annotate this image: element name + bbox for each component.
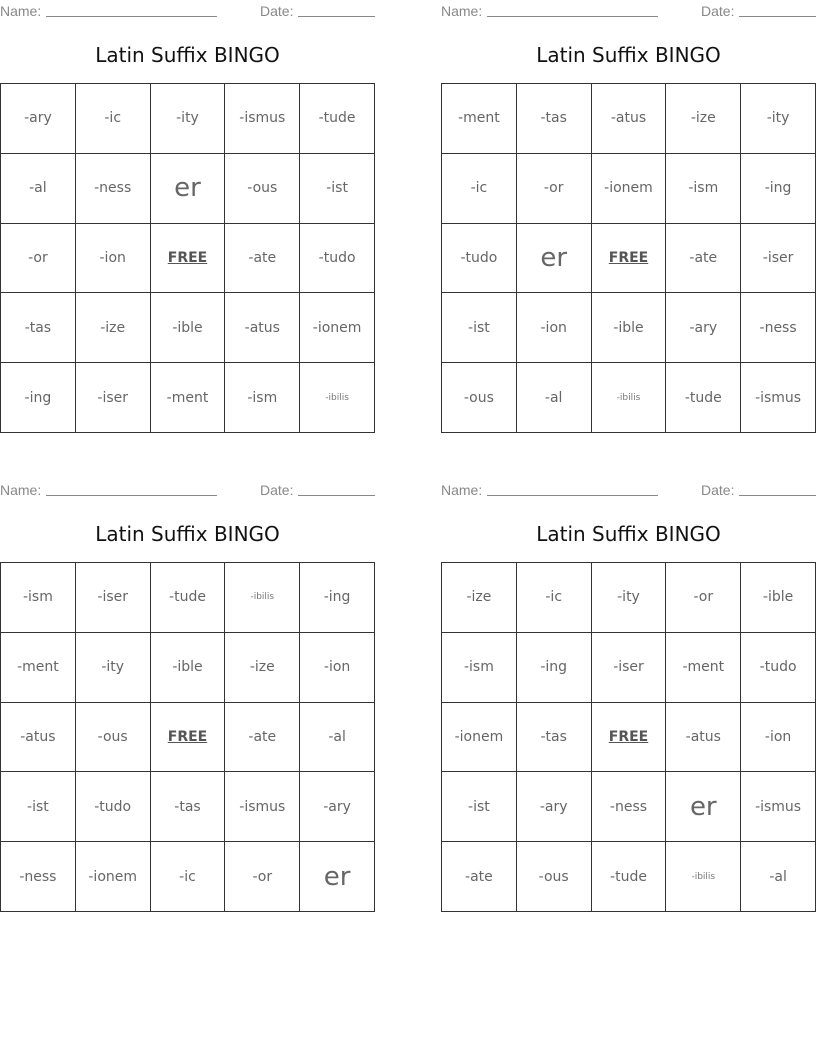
bingo-cell: er [151,154,226,224]
bingo-cell: -ic [517,563,592,633]
bingo-cell: -ous [225,154,300,224]
free-space-cell: FREE [151,224,226,294]
bingo-cell: -tudo [76,772,151,842]
bingo-cell: -atus [666,703,741,773]
bingo-grid [0,562,375,912]
bingo-cell: -ous [442,363,517,433]
bingo-cell: -or [666,563,741,633]
name-label: Name: [0,3,42,19]
bingo-cell: -ism [442,633,517,703]
bingo-cell: -ionem [592,154,667,224]
bingo-cell: -ist [1,772,76,842]
bingo-cell: -tudo [442,224,517,294]
card-title: Latin Suffix BINGO [95,522,280,546]
bingo-cell: -ismus [225,772,300,842]
bingo-cell: -ary [666,293,741,363]
bingo-card-3 [0,479,375,912]
bingo-cell: -ment [442,84,517,154]
bingo-cell: -atus [592,84,667,154]
bingo-cell: -atus [225,293,300,363]
bingo-cell: -al [300,703,375,773]
bingo-cell: er [300,842,375,912]
bingo-cell: -ness [76,154,151,224]
bingo-cell: -ist [300,154,375,224]
bingo-cell: -ism [225,363,300,433]
name-date-bar [0,0,375,20]
bingo-cell: -ment [666,633,741,703]
card-title: Latin Suffix BINGO [95,43,280,67]
bingo-cell: -ity [592,563,667,633]
bingo-cell: -tudo [300,224,375,294]
bingo-cell: -ion [76,224,151,294]
bingo-cell: -ist [442,772,517,842]
bingo-cell: -ity [151,84,226,154]
bingo-cell: -ion [741,703,816,773]
bingo-cell: -ing [1,363,76,433]
card-title: Latin Suffix BINGO [536,43,721,67]
bingo-cell: -ity [76,633,151,703]
name-line [487,495,658,496]
bingo-cell: -iser [592,633,667,703]
name-line [46,16,217,17]
bingo-cell: -ary [300,772,375,842]
bingo-cell: -tudo [741,633,816,703]
bingo-cell: -ic [76,84,151,154]
bingo-cell: -ous [517,842,592,912]
bingo-grid [441,562,816,912]
bingo-cell: -ate [225,224,300,294]
bingo-cell: -ionem [442,703,517,773]
bingo-cell: -iser [741,224,816,294]
card-title: Latin Suffix BINGO [536,522,721,546]
free-space-cell: FREE [151,703,226,773]
bingo-cell: -al [1,154,76,224]
bingo-cell: -al [517,363,592,433]
bingo-cell: -ible [741,563,816,633]
bingo-cell: -ize [225,633,300,703]
date-line [739,16,816,17]
bingo-grid [441,83,816,433]
name-label: Name: [0,482,42,498]
bingo-card-1 [0,0,375,433]
bingo-cell: -ic [442,154,517,224]
date-line [298,16,375,17]
bingo-cell: -ible [151,633,226,703]
bingo-card-4 [441,479,816,912]
bingo-cell: -tude [666,363,741,433]
bingo-cell: -or [1,224,76,294]
bingo-cell: -iser [76,563,151,633]
bingo-cell: -ment [151,363,226,433]
bingo-cell: -tude [300,84,375,154]
bingo-cell: -ibilis [592,363,667,433]
bingo-cell: -ize [76,293,151,363]
name-label: Name: [441,3,483,19]
bingo-cell: -iser [76,363,151,433]
bingo-cell: -ous [76,703,151,773]
name-date-bar [441,0,816,20]
bingo-cell: -atus [1,703,76,773]
bingo-cell: -ionem [76,842,151,912]
bingo-cell: -ism [666,154,741,224]
bingo-cell: -ary [1,84,76,154]
date-line [739,495,816,496]
bingo-cell: -ness [741,293,816,363]
bingo-card-2 [441,0,816,433]
bingo-cell: -ible [592,293,667,363]
name-line [487,16,658,17]
bingo-cell: er [517,224,592,294]
bingo-cell: -ity [741,84,816,154]
name-date-bar [441,479,816,499]
bingo-cell: -ing [741,154,816,224]
bingo-cell: -tas [1,293,76,363]
bingo-cell: -ismus [741,772,816,842]
bingo-cell: -ism [1,563,76,633]
bingo-cell: -ionem [300,293,375,363]
bingo-cell: -ness [592,772,667,842]
free-space-cell: FREE [592,703,667,773]
bingo-cell: -ing [300,563,375,633]
date-label: Date: [701,3,735,19]
bingo-cell: -ate [666,224,741,294]
bingo-cell: -tas [151,772,226,842]
bingo-cell: er [666,772,741,842]
bingo-grid [0,83,375,433]
bingo-cell: -ize [442,563,517,633]
bingo-cell: -ate [442,842,517,912]
bingo-cell: -ist [442,293,517,363]
bingo-cell: -ismus [225,84,300,154]
date-label: Date: [701,482,735,498]
bingo-cell: -tas [517,703,592,773]
bingo-cell: -ing [517,633,592,703]
bingo-cell: -ness [1,842,76,912]
bingo-cell: -al [741,842,816,912]
date-label: Date: [260,482,294,498]
bingo-cell: -or [517,154,592,224]
bingo-cell: -tude [592,842,667,912]
bingo-cell: -tude [151,563,226,633]
name-label: Name: [441,482,483,498]
bingo-cell: -ibilis [666,842,741,912]
bingo-cell: -ate [225,703,300,773]
bingo-cell: -tas [517,84,592,154]
bingo-cell: -ibilis [300,363,375,433]
name-line [46,495,217,496]
bingo-cell: -ion [517,293,592,363]
bingo-cell: -ize [666,84,741,154]
bingo-cell: -or [225,842,300,912]
free-space-cell: FREE [592,224,667,294]
bingo-cell: -ment [1,633,76,703]
name-date-bar [0,479,375,499]
date-label: Date: [260,3,294,19]
bingo-cell: -ic [151,842,226,912]
bingo-cell: -ible [151,293,226,363]
bingo-cell: -ary [517,772,592,842]
bingo-cell: -ismus [741,363,816,433]
bingo-cell: -ibilis [225,563,300,633]
date-line [298,495,375,496]
bingo-cell: -ion [300,633,375,703]
